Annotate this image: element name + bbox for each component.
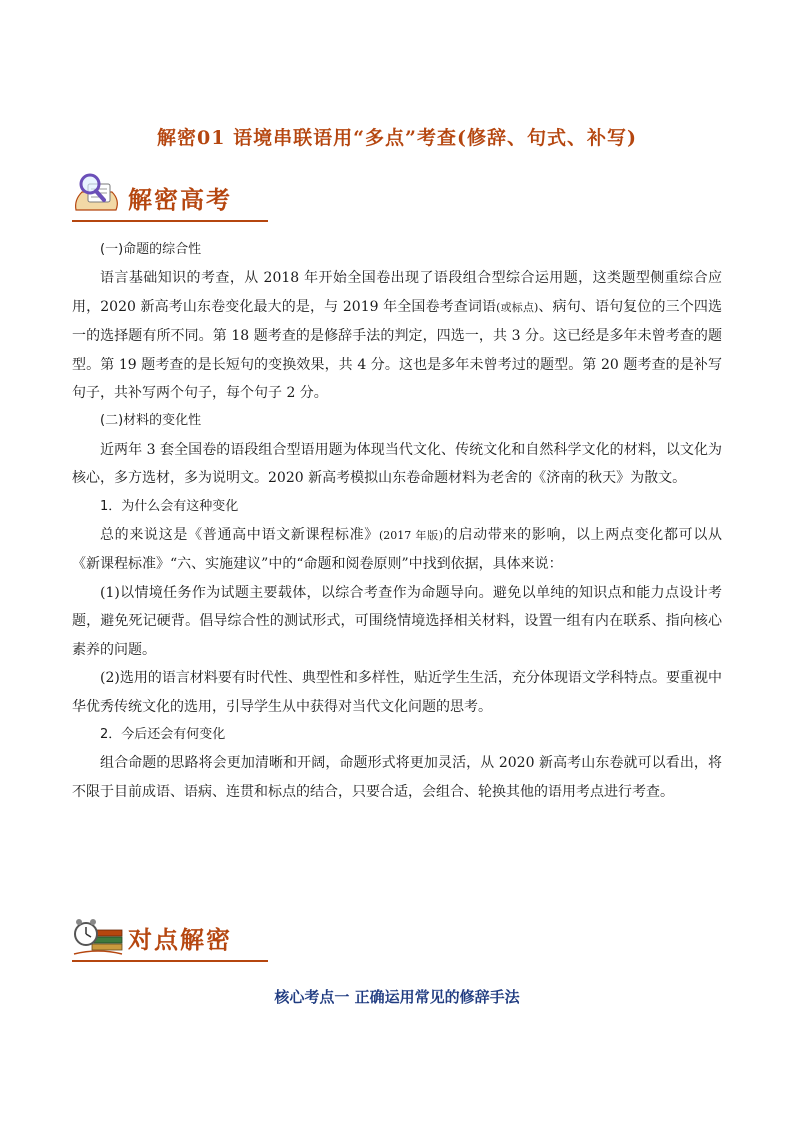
paragraph-2 [72,264,722,407]
section-banner-duidian-jiemi [72,910,272,962]
section-heading-1: (一)命题的综合性 [100,242,202,257]
banner-title: 对点解密 [128,926,232,954]
body-text [72,236,722,806]
section-heading-4: 2．今后还会有何变化 [100,726,226,742]
banner-title: 解密高考 [128,186,232,214]
clock-books-icon [72,910,124,958]
core-topic-heading: 核心考点一 正确运用常见的修辞手法 [274,988,520,1006]
paragraph-6-text: 总的来说这是《普通高中语文新课程标准》 [100,527,379,544]
banner-underline [72,220,268,222]
paragraph-10: 组合命题的思路将会更加清晰和开阔，命题形式将更加灵活，从 2020 新高考山东卷就可以看出，将不限于目前成语、语病、连贯和标点的结合，只要合适，会组合、轮换其他的语用考点进行考查。 [72,755,722,800]
paragraph-6-note: (2017 年版) [378,529,444,543]
section-heading-2: (二)材料的变化性 [100,413,202,429]
paragraph-7: (1)以情境任务作为试题主要载体，以综合考查作为命题导向。避免以单纯的知识点和能力点设计考题，避免死记硬背。倡导综合性的测试形式，可围绕情境选择相关材料，设置一组有内在联系、指向核心素养的问题。 [72,584,722,658]
paragraph-8: (2)选用的语言材料要有时代性、典型性和多样性，贴近学生生活，充分体现语文学科特点。要重视中华优秀传统文化的选用，引导学生从中获得对当代文化问题的思考。 [72,670,722,715]
magnifier-notebook-icon [72,170,124,218]
paragraph-6-rest: 的启动带来的影响，以上两点变化都可以从《新课程标准》“六、实施建议”中的“命题和阅卷原则”中找到依据，具体来说： [72,527,723,573]
section-banner-jiemi-gaokao [72,170,272,222]
paragraph-4: 近两年 3 套全国卷的语段组合型语用题为体现当代文化、传统文化和自然科学文化的材料，以文化为核心，多方选材，多为说明文。2020 新高考模拟山东卷命题材料为老舍的《济南的秋天》为散文。 [72,441,722,487]
paragraph-2-note: (或标点) [496,300,539,314]
paragraph-2-rest: 、病句、语句复位的三个四选一的选择题有所不同。第 18 题考查的是修辞手法的判定，四选一，共 3 分。这已经是多年未曾考查的题型。第 19 题考查的是长短句的变换效果，共 4 分。这也是多年未曾考过的题型。第 20 题考查的是补写句子，共补写两个句子，每个句子 2 分。 [72,298,723,402]
page-title: 解密01 语境串联语用“多点”考查(修辞、句式、补写) [157,127,637,149]
paragraph-6 [72,521,722,579]
banner-underline [72,960,268,962]
section-heading-3: 1．为什么会有这种变化 [100,498,239,514]
paragraph-2-text: 语言基础知识的考查，从 2018 年开始全国卷出现了语段组合型综合运用题，这类题型侧重综合应用，2020 新高考山东卷变化最大的是，与 2019 年全国卷考查词语 [72,270,722,315]
